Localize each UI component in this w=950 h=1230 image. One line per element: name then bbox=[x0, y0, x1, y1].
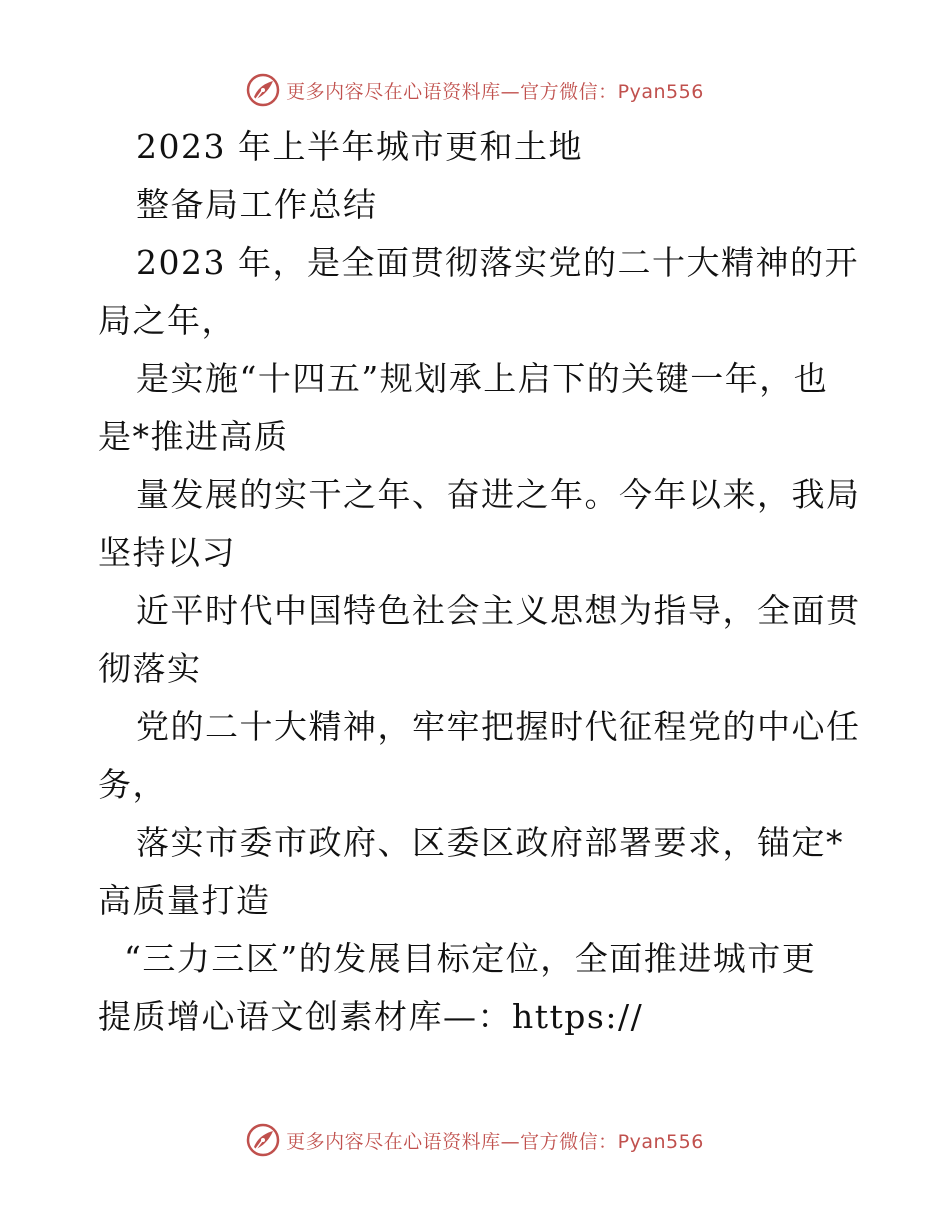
doc-line-9: 近平时代中国特色社会主义思想为指导，全面贯 bbox=[136, 591, 861, 630]
doc-line-13: 落实市委市政府、区委区政府部署要求，锚定* bbox=[136, 823, 844, 862]
pen-nib-logo-icon bbox=[246, 1123, 280, 1157]
doc-line-title-1: 2023 年上半年城市更和土地 bbox=[136, 127, 583, 166]
doc-line-5: 是实施“十四五”规划承上启下的关键一年，也 bbox=[136, 359, 829, 398]
doc-line-3: 2023 年，是全面贯彻落实党的二十大精神的开 bbox=[136, 243, 859, 282]
document-body bbox=[98, 118, 861, 1046]
doc-line-10: 彻落实 bbox=[98, 649, 202, 688]
doc-line-12: 务， bbox=[98, 765, 167, 804]
doc-line-7: 量发展的实干之年、奋进之年。今年以来，我局 bbox=[136, 475, 861, 514]
header-watermark bbox=[0, 68, 950, 112]
doc-line-title-2: 整备局工作总结 bbox=[136, 185, 378, 224]
doc-line-4: 局之年， bbox=[98, 301, 236, 340]
watermark-text: 更多内容尽在心语资料库—官方微信：Pyan556 bbox=[286, 1130, 704, 1153]
doc-line-11: 党的二十大精神，牢牢把握时代征程党的中心任 bbox=[136, 707, 861, 746]
doc-line-14: 高质量打造 bbox=[98, 881, 271, 920]
doc-line-8: 坚持以习 bbox=[98, 533, 236, 572]
doc-line-16: 提质增心语文创素材库—：https:// bbox=[98, 997, 644, 1036]
footer-watermark bbox=[0, 1118, 950, 1162]
doc-line-6: 是*推进高质 bbox=[98, 417, 289, 456]
doc-line-15: “三力三区”的发展目标定位，全面推进城市更 bbox=[124, 939, 817, 978]
watermark-text: 更多内容尽在心语资料库—官方微信：Pyan556 bbox=[286, 80, 704, 103]
pen-nib-logo-icon bbox=[246, 73, 280, 107]
